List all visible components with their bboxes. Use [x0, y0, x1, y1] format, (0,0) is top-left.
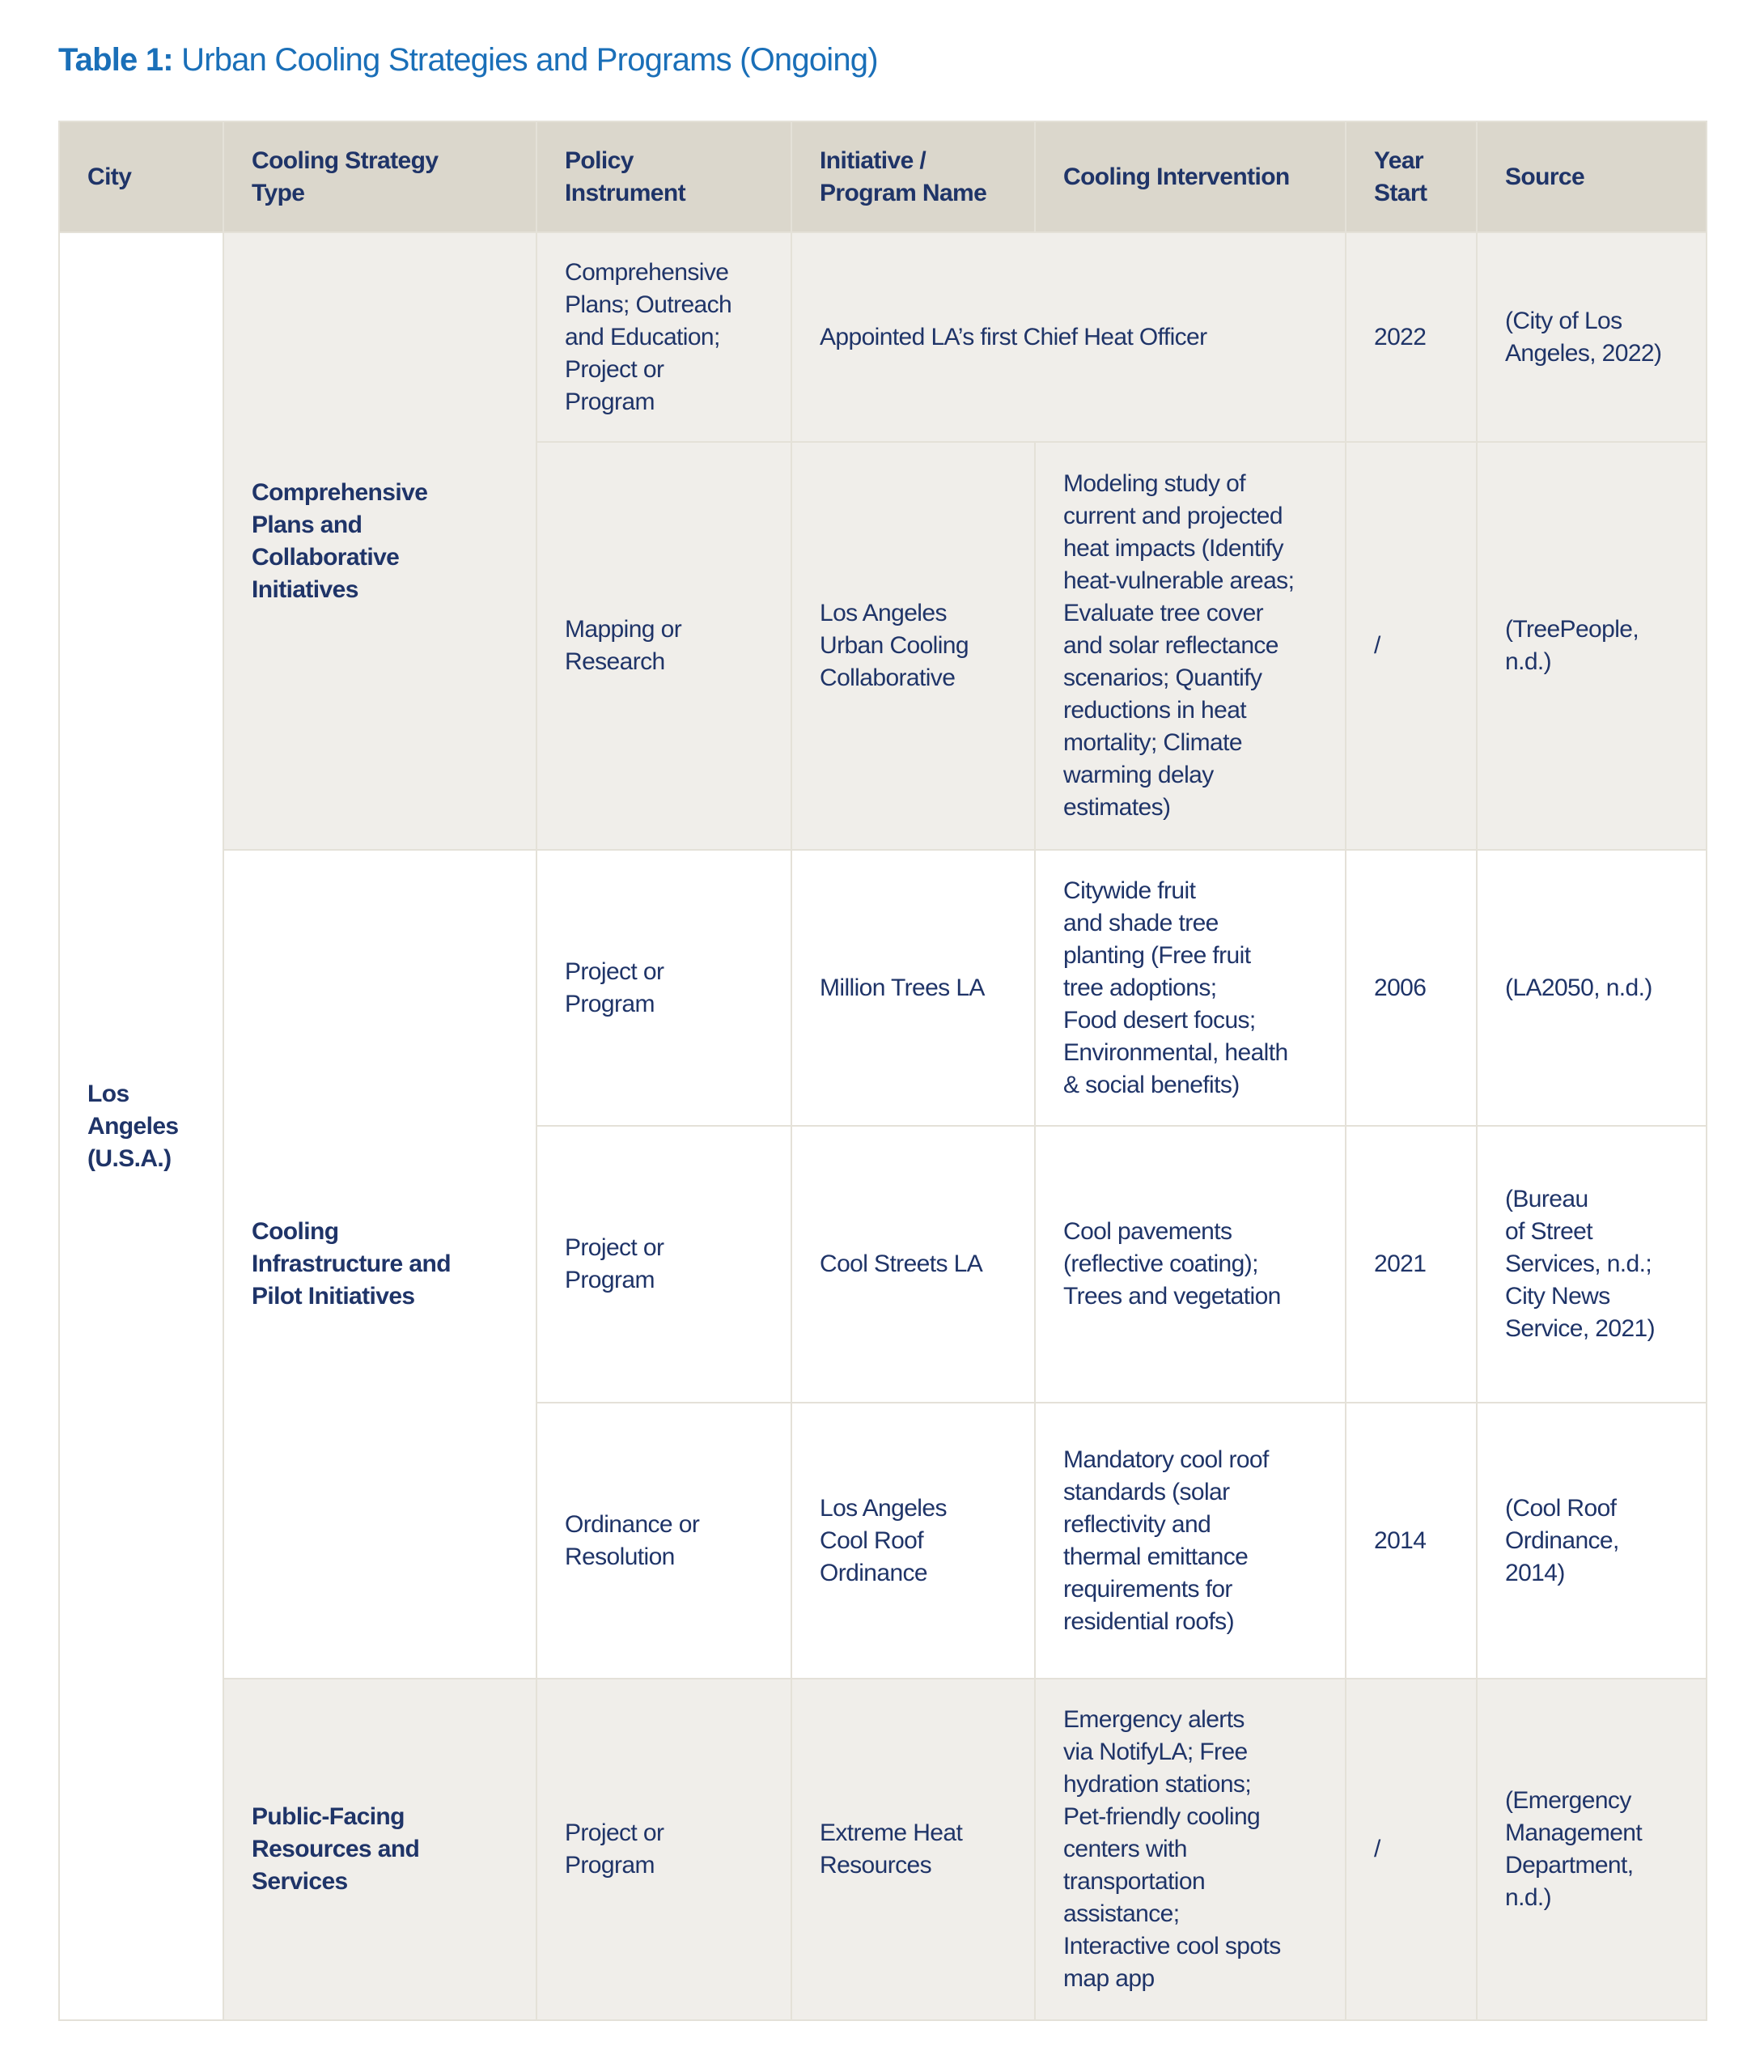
year-cell: / — [1346, 1679, 1477, 2020]
header-city: City — [59, 121, 223, 232]
table-title — [58, 42, 878, 79]
program-cell: Cool Streets LA — [791, 1126, 1035, 1403]
year-cell: 2014 — [1346, 1403, 1477, 1679]
table-row — [59, 232, 1707, 442]
source-cell: (Emergency Management Department, n.d.) — [1477, 1679, 1707, 2020]
intervention-cell: Modeling study of current and projected heat impacts (Identify heat-vulnerable areas; Evaluate tree cover and solar reflectance scenarios; Quantify reductions in heat mortality; Climate warming delay estimates) — [1035, 442, 1346, 850]
instrument-cell: Mapping or Research — [536, 442, 791, 850]
table-title-label: Table 1: — [58, 42, 173, 78]
strategy-type-cell: Cooling Infrastructure and Pilot Initiatives — [223, 850, 536, 1679]
source-cell: (Cool Roof Ordinance, 2014) — [1477, 1403, 1707, 1679]
instrument-cell: Project or Program — [536, 1679, 791, 2020]
strategy-type-cell: Comprehensive Plans and Collaborative Initiatives — [223, 232, 536, 850]
strategy-type-cell: Public-Facing Resources and Services — [223, 1679, 536, 2020]
program-cell: Los Angeles Cool Roof Ordinance — [791, 1403, 1035, 1679]
instrument-cell: Ordinance or Resolution — [536, 1403, 791, 1679]
header-intervention: Cooling Intervention — [1035, 121, 1346, 232]
intervention-cell: Cool pavements (reflective coating); Trees and vegetation — [1035, 1126, 1346, 1403]
program-cell: Million Trees LA — [791, 850, 1035, 1126]
source-cell: (Bureau of Street Services, n.d.; City News Service, 2021) — [1477, 1126, 1707, 1403]
program-cell: Extreme Heat Resources — [791, 1679, 1035, 2020]
header-policy-instrument: Policy Instrument — [536, 121, 791, 232]
source-cell: (City of Los Angeles, 2022) — [1477, 232, 1707, 442]
table-row — [59, 1679, 1707, 2020]
year-cell: 2021 — [1346, 1126, 1477, 1403]
year-cell: 2006 — [1346, 850, 1477, 1126]
source-cell: (LA2050, n.d.) — [1477, 850, 1707, 1126]
year-cell: / — [1346, 442, 1477, 850]
program-intervention-cell: Appointed LA’s first Chief Heat Officer — [791, 232, 1346, 442]
instrument-cell: Project or Program — [536, 1126, 791, 1403]
header-source: Source — [1477, 121, 1707, 232]
cooling-strategies-table — [58, 121, 1707, 2021]
city-cell: Los Angeles (U.S.A.) — [59, 232, 223, 2020]
intervention-cell: Mandatory cool roof standards (solar reflectivity and thermal emittance requirements for residential roofs) — [1035, 1403, 1346, 1679]
instrument-cell: Comprehensive Plans; Outreach and Education; Project or Program — [536, 232, 791, 442]
table-row — [59, 850, 1707, 1126]
header-program-name: Initiative / Program Name — [791, 121, 1035, 232]
year-cell: 2022 — [1346, 232, 1477, 442]
intervention-cell: Citywide fruit and shade tree planting (Free fruit tree adoptions; Food desert focus; Environmental, health & social benefits) — [1035, 850, 1346, 1126]
intervention-cell: Emergency alerts via NotifyLA; Free hydration stations; Pet-friendly cooling centers with transportation assistance; Interactive cool spots map app — [1035, 1679, 1346, 2020]
instrument-cell: Project or Program — [536, 850, 791, 1126]
table-title-text: Urban Cooling Strategies and Programs (Ongoing) — [181, 42, 878, 78]
source-cell: (TreePeople, n.d.) — [1477, 442, 1707, 850]
header-year-start: Year Start — [1346, 121, 1477, 232]
program-cell: Los Angeles Urban Cooling Collaborative — [791, 442, 1035, 850]
header-row — [59, 121, 1707, 232]
header-strategy-type: Cooling Strategy Type — [223, 121, 536, 232]
